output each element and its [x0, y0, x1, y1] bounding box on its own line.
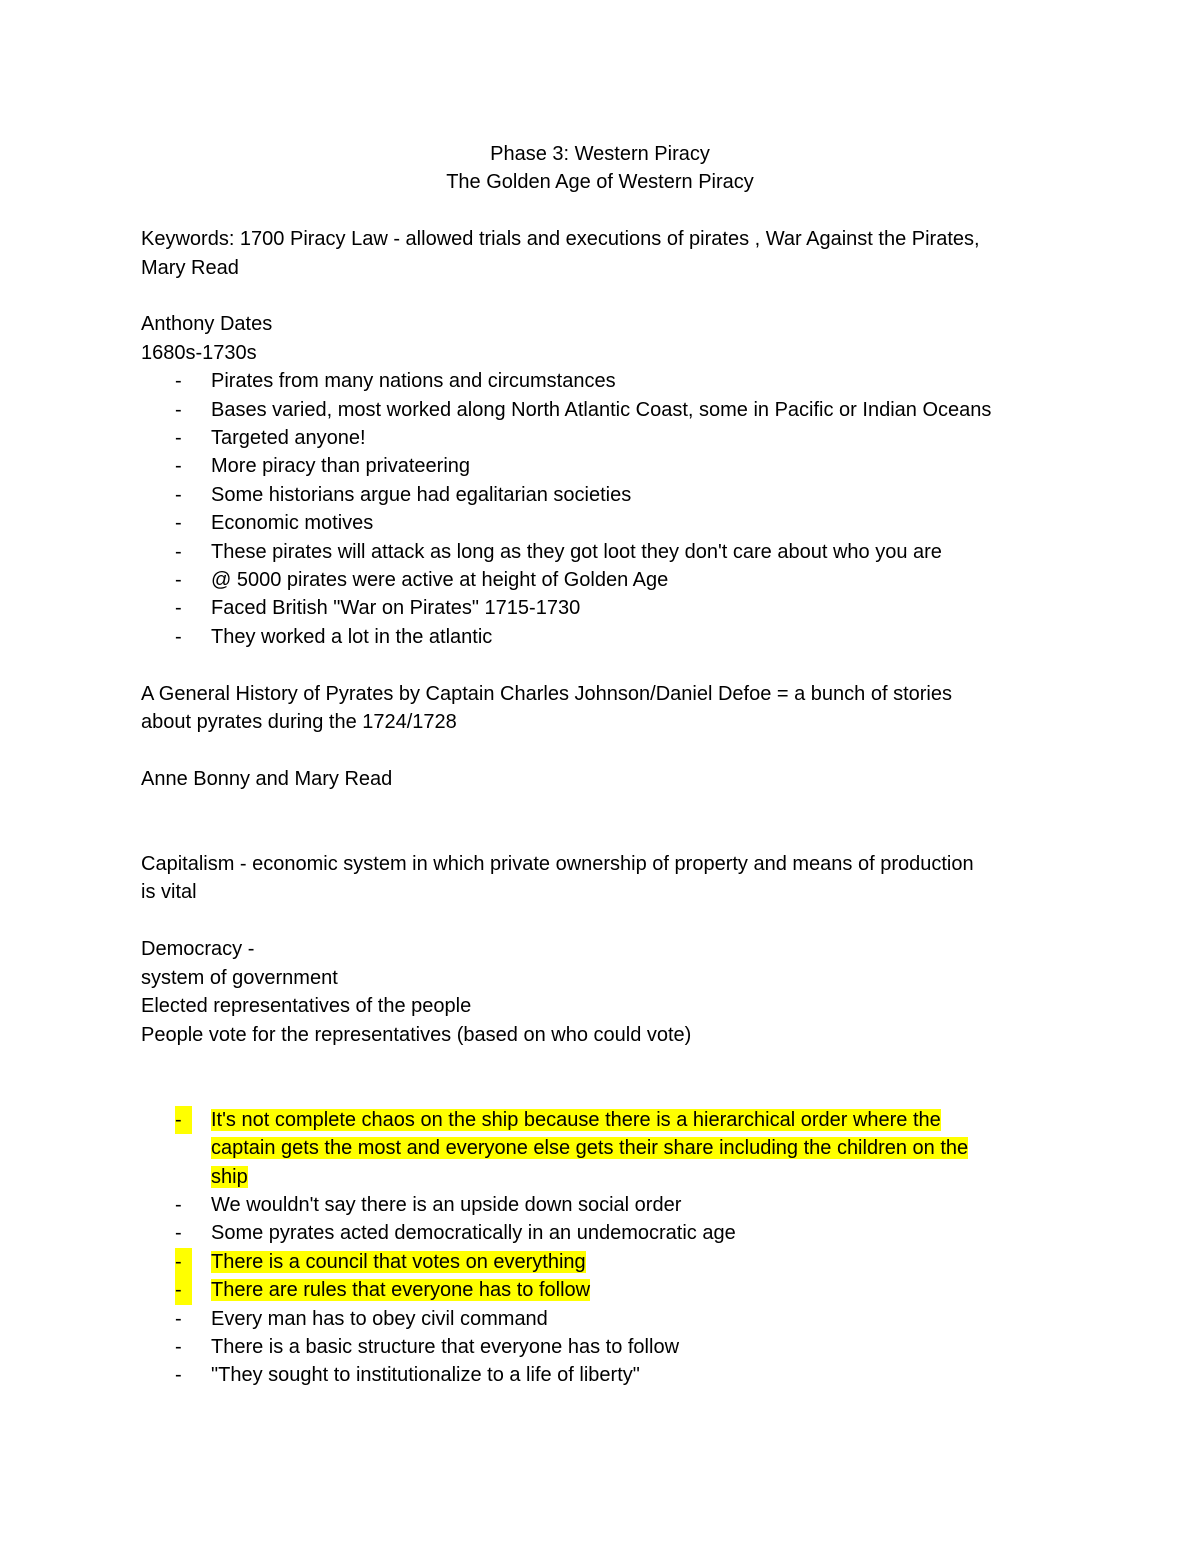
list-item-text: We wouldn't say there is an upside down social order	[211, 1193, 682, 1216]
list-item	[141, 1333, 1061, 1361]
bullet-dash: -	[175, 483, 182, 506]
anne-bonny-line: Anne Bonny and Mary Read	[141, 767, 393, 790]
list-item-text: Some pyrates acted democratically in an undemocratic age	[211, 1222, 736, 1245]
list-item-text: captain gets the most and everyone else gets their share including the children on the	[211, 1137, 969, 1160]
list-item	[141, 1361, 1061, 1389]
list-item-text: These pirates will attack as long as they got loot they don't care about who you are	[211, 540, 942, 563]
bullet-dash: -	[175, 1106, 192, 1134]
list-item	[141, 1219, 1061, 1247]
list-item	[141, 538, 1061, 566]
history-line-1: A General History of Pyrates by Captain Charles Johnson/Daniel Defoe = a bunch of stories	[141, 682, 952, 705]
list-item-text: Targeted anyone!	[211, 427, 366, 450]
spacer	[141, 1049, 1061, 1106]
list-item-text: @ 5000 pirates were active at height of Golden Age	[211, 569, 669, 592]
democracy-line-1: system of government	[141, 966, 338, 989]
list-item	[141, 1248, 1061, 1276]
spacer	[141, 907, 1061, 935]
democracy-line-2: Elected representatives of the people	[141, 995, 472, 1018]
list-item-text: There are rules that everyone has to follow	[211, 1279, 591, 1302]
list-item-text: Faced British "War on Pirates" 1715-1730	[211, 597, 581, 620]
date-range: 1680s-1730s	[141, 341, 257, 364]
list-item	[141, 623, 1061, 651]
spacer	[141, 793, 1061, 850]
bullet-dash: -	[175, 1335, 182, 1358]
capitalism-line-2: is vital	[141, 881, 197, 904]
list-item	[141, 594, 1061, 622]
page-subtitle: The Golden Age of Western Piracy	[446, 171, 754, 194]
list-item-text: There is a council that votes on everything	[211, 1250, 586, 1273]
bullet-dash: -	[175, 512, 182, 535]
history-line-2: about pyrates during the 1724/1728	[141, 711, 457, 734]
bullet-dash: -	[175, 1193, 182, 1216]
capitalism-line-1: Capitalism - economic system in which private ownership of property and means of production	[141, 853, 974, 876]
page-title: Phase 3: Western Piracy	[490, 143, 710, 165]
list-item	[141, 509, 1061, 537]
list-item	[141, 1106, 1061, 1191]
keywords-line-2: Mary Read	[141, 256, 239, 279]
bullet-dash: -	[175, 597, 182, 620]
bullet-list-characteristics	[141, 367, 1061, 651]
list-item	[141, 566, 1061, 594]
list-item	[141, 1276, 1061, 1304]
bullet-dash: -	[175, 540, 182, 563]
bullet-dash: -	[175, 427, 182, 450]
bullet-dash: -	[175, 455, 182, 478]
bullet-dash: -	[175, 370, 182, 393]
list-item	[141, 452, 1061, 480]
spacer	[141, 197, 1061, 225]
bullet-dash: -	[175, 1276, 192, 1304]
list-item-text: "They sought to institutionalize to a life of liberty"	[211, 1364, 640, 1387]
list-item	[141, 481, 1061, 509]
bullet-dash: -	[175, 1364, 182, 1387]
bullet-dash: -	[175, 625, 182, 648]
democracy-line-3: People vote for the representatives (based on who could vote)	[141, 1023, 692, 1046]
section-heading-anthony-dates: Anthony Dates	[141, 313, 273, 336]
bullet-list-ship-order	[141, 1106, 1061, 1390]
list-item-text: Bases varied, most worked along North Atlantic Coast, some in Pacific or Indian Oceans	[211, 398, 992, 421]
list-item	[141, 367, 1061, 395]
list-item	[141, 1305, 1061, 1333]
bullet-dash: -	[175, 569, 182, 592]
list-item-text: Every man has to obey civil command	[211, 1307, 548, 1330]
list-item-text: More piracy than privateering	[211, 455, 471, 478]
list-item-text: ship	[211, 1165, 248, 1188]
keywords-line-1: Keywords: 1700 Piracy Law - allowed trials and executions of pirates , War Against the Pirates,	[141, 228, 980, 251]
list-item	[141, 396, 1061, 424]
bullet-dash: -	[175, 1307, 182, 1330]
spacer	[141, 736, 1061, 764]
democracy-heading: Democracy -	[141, 938, 255, 961]
spacer	[141, 282, 1061, 310]
list-item-text: It's not complete chaos on the ship because there is a hierarchical order where the	[211, 1108, 941, 1131]
list-item-text: Some historians argue had egalitarian societies	[211, 483, 632, 506]
list-item-text: Pirates from many nations and circumstances	[211, 370, 616, 393]
document-content	[141, 140, 1061, 1390]
bullet-dash: -	[175, 1248, 192, 1276]
bullet-dash: -	[175, 1222, 182, 1245]
list-item-text: There is a basic structure that everyone has to follow	[211, 1335, 680, 1358]
list-item	[141, 1191, 1061, 1219]
spacer	[141, 651, 1061, 679]
bullet-dash: -	[175, 398, 182, 421]
list-item	[141, 424, 1061, 452]
list-item-text: They worked a lot in the atlantic	[211, 625, 493, 648]
list-item-text: Economic motives	[211, 512, 374, 535]
